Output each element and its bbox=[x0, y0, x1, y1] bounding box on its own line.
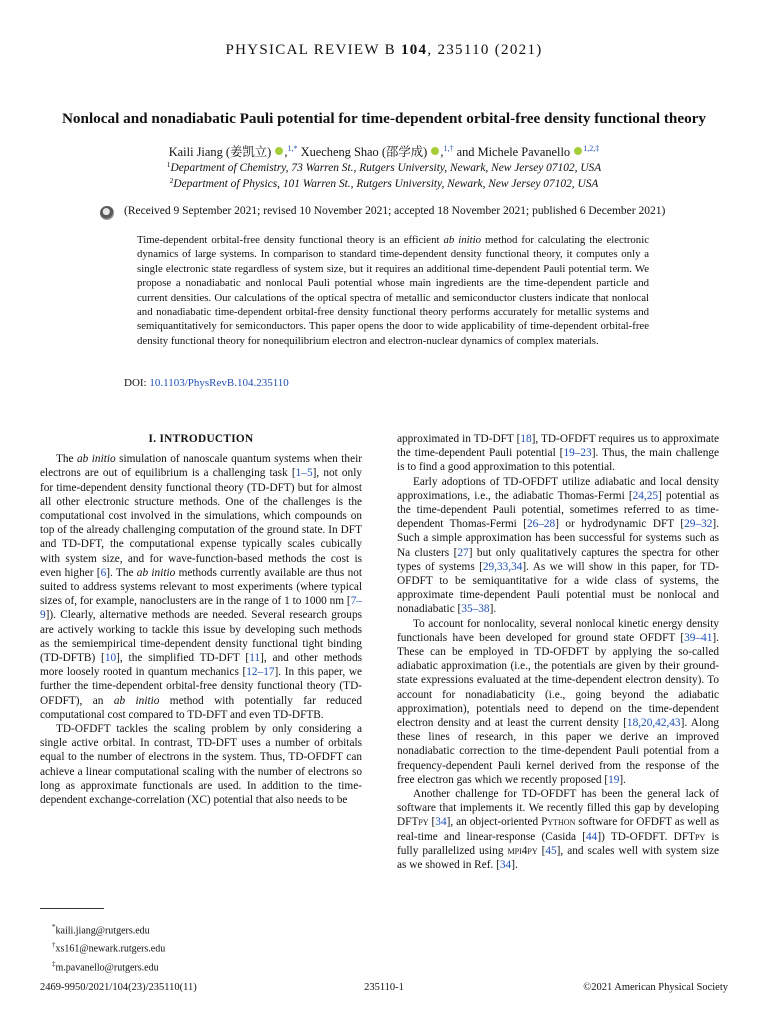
affiliation-number: 1 bbox=[166, 160, 171, 169]
doi-link[interactable]: 10.1103/PhysRevB.104.235110 bbox=[149, 377, 289, 389]
author-affiliation-mark[interactable]: 1,† bbox=[443, 144, 454, 153]
paragraph: approximated in TD-DFT [18], TD-OFDFT requires us to approximate the time-dependent Pauli potential [19–23]. Thus, the main challenge is to find a good approximation to this potential. bbox=[397, 433, 720, 474]
citation-link[interactable]: 39–41 bbox=[684, 631, 713, 644]
doi-label: DOI: bbox=[124, 377, 150, 389]
paragraph: The ab initio simulation of nanoscale quantum systems when their electrons are out of equilibrium is a challenging task [1–5], not only for time-dependent density functional theory (TD-DFT) but for almost all other electronic structure methods. One of the challenges is the computational cost involved in the simulations, which compounds on top of the already challenging computation of the ground state. In DFT and TD-DFT, the computational expense typically scales cubically with system size, and for wave-function-based methods the cost is even higher [6]. The ab initio methods currently available are thus not suited to address systems relevant to most experiments (where typical sizes of, for example, nanoclusters are in the range of 1 to 1000 nm [7–9]). Clearly, alternative methods are needed. Several research groups are actively working to tackle this issue by developing such methods as the semiempirical time-dependent density functional tight binding (TD-DFTB) [10], the simplified TD-DFT [11], and other methods more loosely rooted in quantum mechanics [12–17]. In this paper, we further the time-dependent orbital-free density functional theory (TD-OFDFT), an ab initio method with potentially far reduced computational cost compared to TD-DFT and even TD-DFTB. bbox=[40, 453, 362, 721]
citation-link[interactable]: 45 bbox=[545, 844, 557, 857]
section-heading: I. INTRODUCTION bbox=[148, 433, 254, 445]
left-column bbox=[40, 432, 362, 807]
citation-link[interactable]: 6 bbox=[100, 566, 107, 579]
author-affiliation-mark[interactable]: 1,* bbox=[287, 144, 298, 153]
footer-copyright: ©2021 American Physical Society bbox=[583, 982, 728, 993]
citation-link[interactable]: 10 bbox=[104, 652, 117, 665]
abstract: Time-dependent orbital-free density functional theory is an efficient ab initio method for calculating the electronic dynamics of large systems. In comparison to standard time-dependent density functional theory, it computes only a single electronic state regardless of system size, but it requires an additional time-dependent Pauli potential term. We propose a nonadiabatic and nonlocal Pauli potential whose main ingredients are the time-dependent particle and current densities. Our calculations of the optical spectra of metallic and semiconductor clusters indicate that nonlocal and nonadiabatic time-dependent orbital-free density functional theory performs accurately for metallic systems and semiquantitatively for semiconductors. This paper opens the door to wide applicability of time-dependent orbital-free density functional theory for nonequilibrium electron and electron-nuclear dynamics of complex materials. bbox=[137, 234, 649, 347]
citation-link[interactable]: 29,33,34 bbox=[482, 560, 523, 573]
affiliation bbox=[40, 160, 728, 174]
paper-title: Nonlocal and nonadiabatic Pauli potential for time-dependent orbital-free density functional theory bbox=[61, 110, 707, 127]
check-for-updates-icon[interactable] bbox=[100, 206, 114, 220]
right-column bbox=[397, 432, 719, 872]
footnote: ‡m.pavanello@rutgers.edu bbox=[52, 959, 159, 973]
citation-link[interactable]: 1–5 bbox=[295, 467, 313, 480]
affiliation-text: Department of Physics, 101 Warren St., Rutgers University, Newark, New Jersey 07102, USA bbox=[173, 178, 599, 190]
received-dates: (Received 9 September 2021; revised 10 November 2021; accepted 18 November 2021; published 6 December 2021) bbox=[124, 205, 666, 217]
author-name: Michele Pavanello bbox=[477, 145, 571, 159]
affiliation-number: 2 bbox=[169, 176, 174, 185]
citation-link[interactable]: 12–17 bbox=[246, 666, 275, 679]
citation-link[interactable]: 18,20,42,43 bbox=[626, 717, 681, 730]
paragraph: Early adoptions of TD-OFDFT utilize adiabatic and local density approximations, i.e., the adiabatic Thomas-Fermi [24,25] potential as the time-dependent Pauli potential, sometimes referred to as time-dependent Thomas-Fermi [26–28] or hydrodynamic DFT [29–32]. Such a simple approximation has been successful for systems such as Na clusters [27] but only qualitatively captures the spectra for other types of systems [29,33,34]. As we will show in this paper, for TD-OFDFT to be semiquantitative for a wide class of systems, the approximate time-dependent Pauli potential must be nonlocal and nonadiabatic [35–38]. bbox=[397, 475, 720, 616]
author-name: Kaili Jiang (姜凯立) bbox=[168, 145, 272, 159]
citation-link[interactable]: 19 bbox=[608, 773, 620, 786]
citation-link[interactable]: 18 bbox=[520, 433, 532, 445]
footnote: *kaili.jiang@rutgers.edu bbox=[52, 923, 150, 937]
footer-page-number: 235110-1 bbox=[364, 982, 404, 993]
citation-link[interactable]: 26–28 bbox=[526, 518, 556, 531]
footer-issn: 2469-9950/2021/104(23)/235110(11) bbox=[40, 982, 197, 993]
paragraph: Another challenge for TD-OFDFT has been the general lack of software that implements it. We recently filled this gap by developing DFTpy [34], an object-oriented Python software for OFDFT as well as real-time and linear-response (Casida [44]) TD-OFDFT. DFTpy is fully parallelized using mpi4py [45], and scales well with system size as we showed in Ref. [34]. bbox=[397, 788, 720, 872]
citation-link[interactable]: 34 bbox=[435, 816, 447, 829]
citation-link[interactable]: 29–32 bbox=[684, 518, 713, 531]
affiliation bbox=[40, 176, 728, 190]
orcid-icon[interactable] bbox=[431, 147, 439, 155]
author-list: Kaili Jiang (姜凯立) ,$^{1,*}$ Xuecheng Shao (邵学成) ,$^{1,\dagger}$ and Michele Pavanello $^{1,2,\ddagger}$ bbox=[168, 144, 600, 159]
citation-link[interactable]: 19–23 bbox=[563, 447, 592, 460]
orcid-icon[interactable] bbox=[574, 147, 582, 155]
footnote: †xs161@newark.rutgers.edu bbox=[52, 941, 166, 955]
journal-article: , 235110 (2021) bbox=[427, 42, 543, 58]
citation-link[interactable]: 35–38 bbox=[461, 603, 490, 616]
orcid-icon[interactable] bbox=[275, 147, 283, 155]
affiliation-text: Department of Chemistry, 73 Warren St., Rutgers University, Newark, New Jersey 07102, USA bbox=[170, 162, 602, 174]
paragraph: To account for nonlocality, several nonlocal kinetic energy density functionals have been developed for ground state OFDFT [39–41]. These can be employed in TD-OFDFT by applying the so-called adiabatic approximation (i.e., the potentials are given by their ground-state expressions evaluated at the time-dependent electron density). To account for nonadiabaticity (i.e., going beyond the adiabatic approximation), potentials need to depend on the time-dependent electron density and at least the current density [18,20,42,43]. Along these lines of research, in this paper we derive an improved nonadiabatic correction to the time-dependent Pauli potential from a frequency-dependent Pauli kernel derived from the response of the free electron gas which we recently proposed [19]. bbox=[397, 617, 719, 786]
citation-link[interactable]: 44 bbox=[586, 830, 598, 843]
citation-link[interactable]: 7–9 bbox=[40, 595, 362, 622]
citation-link[interactable]: 27 bbox=[457, 546, 469, 559]
journal-volume: 104 bbox=[400, 42, 428, 58]
footnotes bbox=[52, 920, 165, 975]
footnote-divider bbox=[40, 908, 104, 909]
author-affiliation-mark[interactable]: 1,2,‡ bbox=[583, 144, 600, 153]
author-name: Xuecheng Shao (邵学成) bbox=[300, 145, 428, 159]
doi-line bbox=[124, 377, 289, 389]
citation-link[interactable]: 34 bbox=[499, 859, 512, 872]
paragraph: TD-OFDFT tackles the scaling problem by only considering a single active orbital. In contrast, TD-DFT uses a number of orbitals equal to the number of electrons in the system. Thus, TD-OFDFT can achieve a linear computational scaling with the number of electrons so long as approximate functionals are used. In addition to the time-dependent exchange-correlation (XC) potential that also needs to be bbox=[40, 723, 362, 807]
journal-header bbox=[0, 42, 768, 59]
citation-link[interactable]: 11 bbox=[249, 652, 261, 665]
journal-name: PHYSICAL REVIEW B bbox=[225, 42, 396, 58]
citation-link[interactable]: 24,25 bbox=[632, 489, 659, 502]
